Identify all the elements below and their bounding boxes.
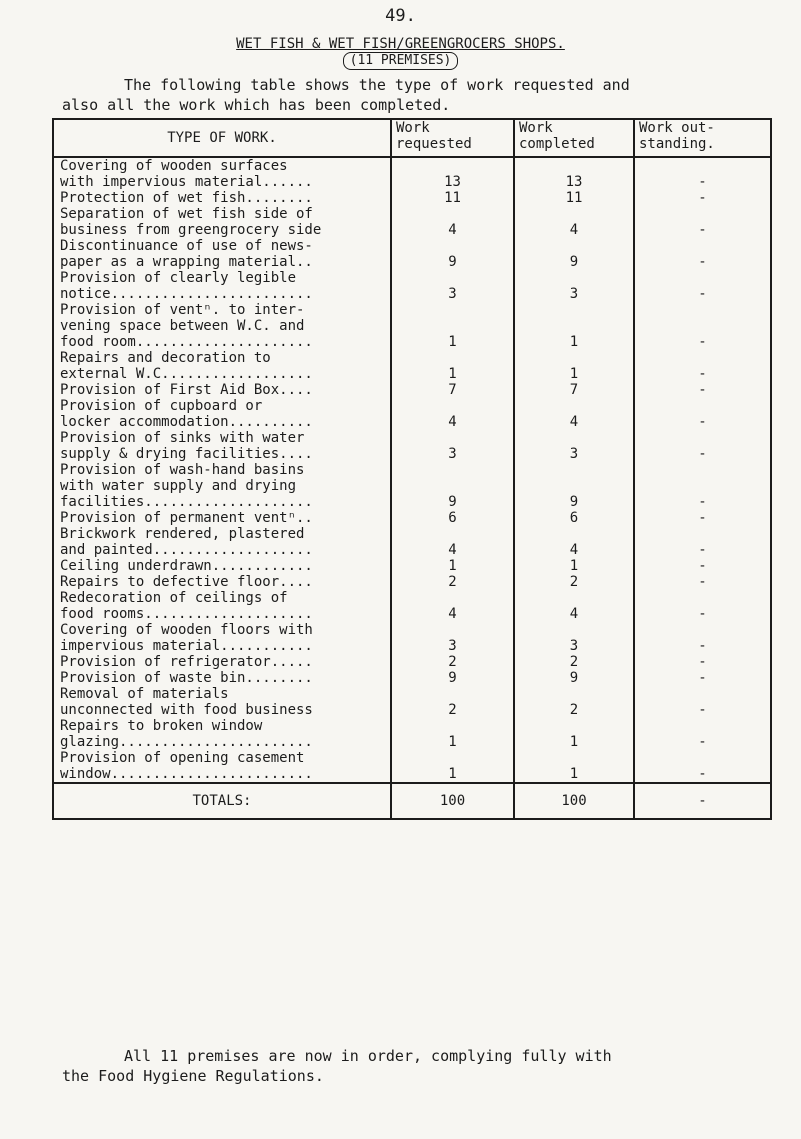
work-requested-cell: 1	[391, 302, 514, 350]
work-requested-cell: 13	[391, 157, 514, 190]
table-body	[53, 157, 771, 783]
footer-line-1: All 11 premises are now in order, complying fully with	[124, 1047, 612, 1065]
table-row	[53, 686, 771, 718]
header-work-outstanding-line1: Work out-	[639, 120, 715, 136]
work-requested-cell: 4	[391, 590, 514, 622]
totals-outstanding: -	[634, 783, 771, 819]
work-outstanding-cell: -	[634, 590, 771, 622]
header-work-outstanding-line2: standing.	[639, 136, 715, 152]
work-requested-cell: 2	[391, 654, 514, 670]
work-completed-cell: 2	[514, 686, 634, 718]
work-outstanding-cell: -	[634, 654, 771, 670]
work-type-cell: Provision of clearly legible notice........................	[53, 270, 391, 302]
work-completed-cell: 4	[514, 590, 634, 622]
work-completed-cell: 2	[514, 654, 634, 670]
work-type-cell: Ceiling underdrawn............	[53, 558, 391, 574]
table-row	[53, 157, 771, 190]
work-completed-cell: 4	[514, 526, 634, 558]
work-requested-cell: 9	[391, 238, 514, 270]
work-type-cell: Separation of wet fish side of business from greengrocery side	[53, 206, 391, 238]
work-completed-cell: 1	[514, 350, 634, 382]
work-completed-cell: 4	[514, 206, 634, 238]
work-type-cell: Protection of wet fish........	[53, 190, 391, 206]
table-row	[53, 190, 771, 206]
work-outstanding-cell: -	[634, 302, 771, 350]
table-header-row	[53, 119, 771, 157]
work-requested-cell: 3	[391, 270, 514, 302]
work-type-cell: Removal of materials unconnected with food business	[53, 686, 391, 718]
work-type-cell: Provision of cupboard or locker accommodation..........	[53, 398, 391, 430]
table-row	[53, 590, 771, 622]
work-outstanding-cell: -	[634, 510, 771, 526]
work-outstanding-cell: -	[634, 686, 771, 718]
work-outstanding-cell: -	[634, 398, 771, 430]
footer-paragraph	[62, 1046, 762, 1086]
work-completed-cell: 2	[514, 574, 634, 590]
work-type-cell: Provision of refrigerator.....	[53, 654, 391, 670]
work-type-cell: Provision of First Aid Box....	[53, 382, 391, 398]
work-outstanding-cell: -	[634, 430, 771, 462]
work-outstanding-cell: -	[634, 526, 771, 558]
work-type-cell: Provision of ventⁿ. to inter- vening space between W.C. and food room.....................	[53, 302, 391, 350]
table-row	[53, 462, 771, 510]
work-outstanding-cell: -	[634, 718, 771, 750]
table-row	[53, 398, 771, 430]
work-type-cell: Provision of waste bin........	[53, 670, 391, 686]
work-requested-cell: 3	[391, 430, 514, 462]
table-row	[53, 382, 771, 398]
work-requested-cell: 9	[391, 462, 514, 510]
header-work-completed-line1: Work	[519, 120, 553, 136]
section-heading	[0, 36, 801, 70]
work-type-cell: Repairs to defective floor....	[53, 574, 391, 590]
table-row	[53, 430, 771, 462]
table-row	[53, 574, 771, 590]
work-outstanding-cell: -	[634, 622, 771, 654]
work-completed-cell: 9	[514, 670, 634, 686]
header-work-outstanding	[634, 119, 771, 157]
work-table	[52, 118, 772, 820]
work-outstanding-cell: -	[634, 382, 771, 398]
table-row	[53, 654, 771, 670]
work-outstanding-cell: -	[634, 270, 771, 302]
work-requested-cell: 4	[391, 206, 514, 238]
page-number: 49.	[385, 6, 416, 26]
work-outstanding-cell: -	[634, 190, 771, 206]
work-requested-cell: 6	[391, 510, 514, 526]
table-row	[53, 206, 771, 238]
work-completed-cell: 7	[514, 382, 634, 398]
work-type-cell: Redecoration of ceilings of food rooms....................	[53, 590, 391, 622]
work-requested-cell: 2	[391, 686, 514, 718]
header-work-completed	[514, 119, 634, 157]
work-outstanding-cell: -	[634, 157, 771, 190]
table-row	[53, 558, 771, 574]
heading-premises-count: (11 PREMISES)	[343, 52, 459, 70]
work-outstanding-cell: -	[634, 238, 771, 270]
work-type-cell: Provision of wash-hand basins with water supply and drying facilities....................	[53, 462, 391, 510]
totals-row	[53, 783, 771, 819]
work-completed-cell: 9	[514, 238, 634, 270]
intro-paragraph	[62, 75, 762, 115]
work-completed-cell: 4	[514, 398, 634, 430]
work-type-cell: Provision of opening casement window........................	[53, 750, 391, 783]
table-row	[53, 526, 771, 558]
work-outstanding-cell: -	[634, 670, 771, 686]
intro-line-1: The following table shows the type of work requested and	[124, 76, 630, 94]
header-work-completed-line2: completed	[519, 136, 595, 152]
work-completed-cell: 9	[514, 462, 634, 510]
totals-completed: 100	[514, 783, 634, 819]
work-type-cell: Brickwork rendered, plastered and painted...................	[53, 526, 391, 558]
header-work-requested	[391, 119, 514, 157]
work-completed-cell: 11	[514, 190, 634, 206]
table-row	[53, 302, 771, 350]
work-completed-cell: 3	[514, 430, 634, 462]
work-type-cell: Covering of wooden floors with impervious material...........	[53, 622, 391, 654]
work-requested-cell: 1	[391, 350, 514, 382]
work-completed-cell: 6	[514, 510, 634, 526]
totals-requested: 100	[391, 783, 514, 819]
work-requested-cell: 9	[391, 670, 514, 686]
table-row	[53, 510, 771, 526]
totals-label: TOTALS:	[53, 783, 391, 819]
work-requested-cell: 1	[391, 750, 514, 783]
work-outstanding-cell: -	[634, 206, 771, 238]
header-type-of-work: TYPE OF WORK.	[53, 119, 391, 157]
work-type-cell: Repairs and decoration to external W.C..................	[53, 350, 391, 382]
work-completed-cell: 1	[514, 302, 634, 350]
table-row	[53, 270, 771, 302]
table-row	[53, 670, 771, 686]
work-completed-cell: 1	[514, 750, 634, 783]
work-type-cell: Discontinuance of use of news- paper as a wrapping material..	[53, 238, 391, 270]
work-outstanding-cell: -	[634, 750, 771, 783]
work-requested-cell: 1	[391, 718, 514, 750]
work-outstanding-cell: -	[634, 574, 771, 590]
work-type-cell: Provision of permanent ventⁿ..	[53, 510, 391, 526]
work-type-cell: Provision of sinks with water supply & drying facilities....	[53, 430, 391, 462]
work-requested-cell: 2	[391, 574, 514, 590]
work-type-cell: Covering of wooden surfaces with impervious material......	[53, 157, 391, 190]
table-row	[53, 622, 771, 654]
work-completed-cell: 3	[514, 270, 634, 302]
work-requested-cell: 1	[391, 558, 514, 574]
work-completed-cell: 1	[514, 558, 634, 574]
work-requested-cell: 4	[391, 398, 514, 430]
intro-line-2: also all the work which has been completed.	[62, 96, 451, 114]
table-row	[53, 718, 771, 750]
header-work-requested-line1: Work	[396, 120, 430, 136]
work-requested-cell: 3	[391, 622, 514, 654]
work-completed-cell: 13	[514, 157, 634, 190]
work-requested-cell: 11	[391, 190, 514, 206]
work-requested-cell: 7	[391, 382, 514, 398]
work-outstanding-cell: -	[634, 558, 771, 574]
table-row	[53, 750, 771, 783]
work-type-cell: Repairs to broken window glazing.......................	[53, 718, 391, 750]
work-completed-cell: 3	[514, 622, 634, 654]
heading-title: WET FISH & WET FISH/GREENGROCERS SHOPS.	[236, 36, 565, 52]
work-completed-cell: 1	[514, 718, 634, 750]
header-work-requested-line2: requested	[396, 136, 472, 152]
footer-line-2: the Food Hygiene Regulations.	[62, 1067, 324, 1085]
work-outstanding-cell: -	[634, 462, 771, 510]
work-outstanding-cell: -	[634, 350, 771, 382]
work-requested-cell: 4	[391, 526, 514, 558]
table-row	[53, 238, 771, 270]
table-row	[53, 350, 771, 382]
